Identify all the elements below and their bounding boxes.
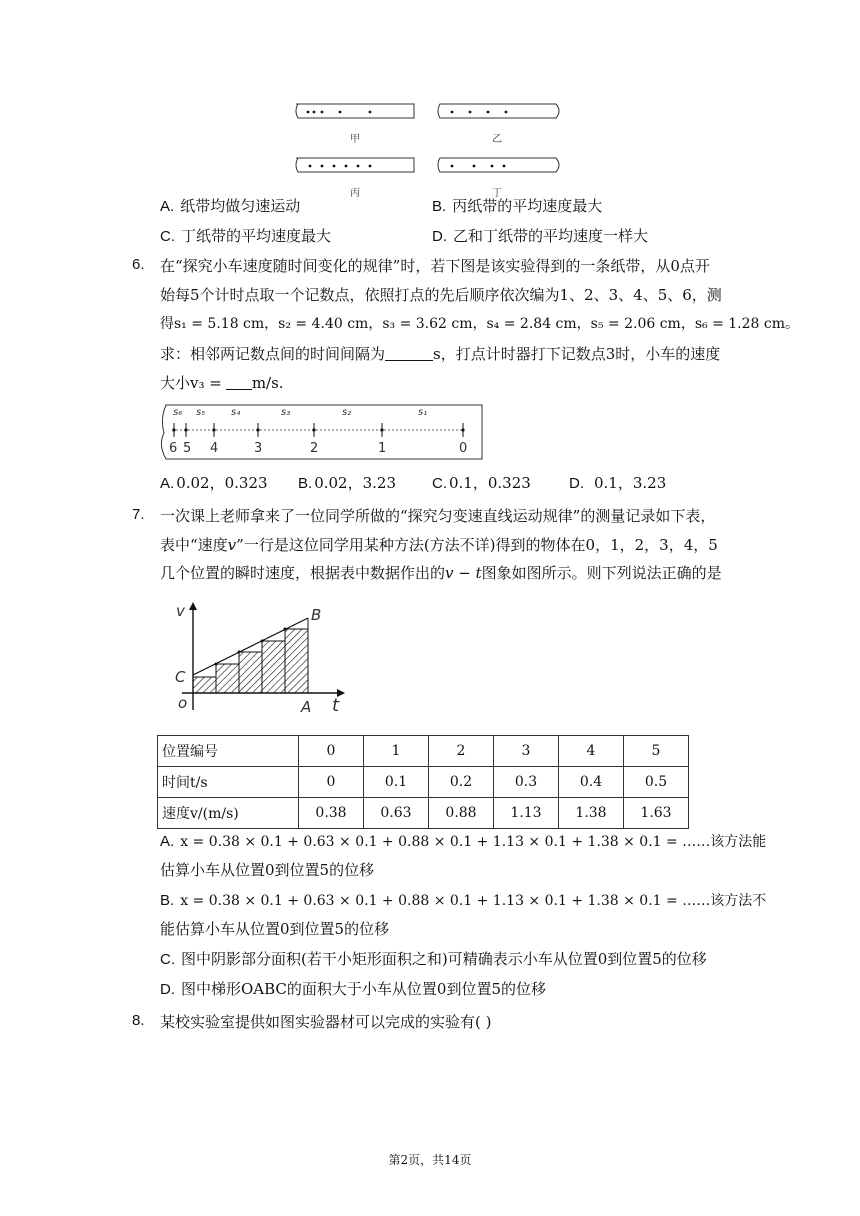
table-cell: 0 <box>299 767 364 798</box>
q6-option-a[interactable]: A. 0.02，0.323 <box>160 474 268 492</box>
table-row-header: 位置编号 <box>158 736 299 767</box>
q7-option-a-cont: 估算小车从位置0到位置5的位移 <box>160 861 375 879</box>
q6-answer-blank-1[interactable] <box>385 346 433 361</box>
tape-seg-s5: s₅ <box>196 407 206 418</box>
q7-line2: 表中“速度v”一行是这位同学用某种方法(方法不详)得到的物体在0，1，2，3，4，5 <box>160 536 718 554</box>
tape-point-2: 2 <box>310 441 319 456</box>
tape-point-0: 0 <box>459 441 468 456</box>
table-row-header: 速度v/(m/s) <box>158 798 299 829</box>
q6-option-b[interactable]: B. 0.02，3.23 <box>298 474 396 492</box>
tape-point-3: 3 <box>254 441 263 456</box>
tape-point-6: 6 <box>169 441 178 456</box>
q8-text: 某校实验室提供如图实验器材可以完成的实验有( ) <box>160 1013 492 1031</box>
q8-number: 8. <box>132 1012 145 1029</box>
q6-option-d[interactable]: D. 0.1，3.23 <box>569 474 667 492</box>
table-cell: 2 <box>429 736 494 767</box>
vt-origin-o: o <box>178 694 188 712</box>
q5-option-d[interactable]: D. 乙和丁纸带的平均速度一样大 <box>432 227 649 245</box>
q6-tape-figure <box>158 403 486 463</box>
table-cell: 0.38 <box>299 798 364 829</box>
table-cell: 0.1 <box>364 767 429 798</box>
tape-point-5: 5 <box>183 441 192 456</box>
tape-seg-s3: s₃ <box>281 407 291 418</box>
q7-line3: 几个位置的瞬时速度，根据表中数据作出的v − t图象如图所示。则下列说法正确的是 <box>160 564 722 582</box>
q6-line4: 求：相邻两记数点间的时间间隔为 s，打点计时器打下记数点3时，小车的速度 <box>160 345 721 363</box>
vt-axis-t: t <box>332 695 340 716</box>
table-cell: 0.4 <box>559 767 624 798</box>
tape-point-4: 4 <box>210 441 219 456</box>
table-cell: 0.5 <box>624 767 689 798</box>
table-row-header: 时间t/s <box>158 767 299 798</box>
q6-number: 6. <box>132 256 145 273</box>
vt-axis-v: v <box>176 602 185 620</box>
table-cell: 0.63 <box>364 798 429 829</box>
table-cell: 0 <box>299 736 364 767</box>
tape-seg-s1: s₁ <box>418 407 428 418</box>
q7-number: 7. <box>132 506 145 523</box>
table-cell: 5 <box>624 736 689 767</box>
tape-label-yi: 乙 <box>492 134 502 145</box>
q6-line5: 大小v₃ = m/s. <box>160 374 284 392</box>
q7-vt-graph <box>168 600 352 722</box>
vt-point-a: A <box>301 698 312 716</box>
table-cell: 0.88 <box>429 798 494 829</box>
table-cell: 3 <box>494 736 559 767</box>
table-cell: 4 <box>559 736 624 767</box>
table-row <box>158 798 689 829</box>
q7-line1: 一次课上老师拿来了一位同学所做的“探究匀变速直线运动规律”的测量记录如下表， <box>160 507 716 525</box>
q5-option-b[interactable]: B. 丙纸带的平均速度最大 <box>432 197 603 215</box>
q7-option-b[interactable]: B. x = 0.38 × 0.1 + 0.63 × 0.1 + 0.88 × 0.1 + 1.13 × 0.1 + 1.38 × 0.1 = ……该方法不 <box>160 892 767 909</box>
q6-line2: 始每5个计时点取一个记数点，依照打点的先后顺序依次编为1、2、3、4、5、6，测 <box>160 286 722 304</box>
table-cell: 1 <box>364 736 429 767</box>
tape-seg-s4: s₄ <box>231 407 241 418</box>
q7-option-d[interactable]: D. 图中梯形OABC的面积大于小车从位置0到位置5的位移 <box>160 980 546 998</box>
vt-graph-svg <box>168 600 352 722</box>
tape-diagram <box>294 96 564 196</box>
q7-option-a[interactable]: A. x = 0.38 × 0.1 + 0.63 × 0.1 + 0.88 × 0.1 + 1.13 × 0.1 + 1.38 × 0.1 = ……该方法能 <box>160 833 767 850</box>
q7-option-c[interactable]: C. 图中阴影部分面积(若干小矩形面积之和)可精确表示小车从位置0到位置5的位移 <box>160 950 707 968</box>
page-footer: 第2页，共14页 <box>388 1153 472 1167</box>
table-cell: 1.63 <box>624 798 689 829</box>
q7-data-table <box>157 735 689 829</box>
q6-answer-blank-2[interactable] <box>226 375 252 390</box>
q7-option-b-cont: 能估算小车从位置0到位置5的位移 <box>160 920 390 938</box>
q6-tape-svg <box>158 403 486 463</box>
q6-option-c[interactable]: C. 0.1，0.323 <box>432 474 531 492</box>
q5-option-c[interactable]: C. 丁纸带的平均速度最大 <box>160 227 332 245</box>
q5-option-a[interactable]: A. 纸带均做匀速运动 <box>160 197 301 215</box>
tape-seg-s6: s₆ <box>173 407 183 418</box>
vt-point-b: B <box>311 606 322 624</box>
tape-label-jia: 甲 <box>350 134 360 145</box>
table-cell: 1.13 <box>494 798 559 829</box>
table-row <box>158 736 689 767</box>
vt-point-c: C <box>175 668 186 686</box>
q6-line1: 在“探究小车速度随时间变化的规律”时，若下图是该实验得到的一条纸带，从0点开 <box>160 257 710 275</box>
tape-point-1: 1 <box>378 441 387 456</box>
table-cell: 0.3 <box>494 767 559 798</box>
tape-seg-s2: s₂ <box>342 407 352 418</box>
q6-line3: 得s₁ = 5.18 cm，s₂ = 4.40 cm，s₃ = 3.62 cm，s₄ = 2.84 cm，s₅ = 2.06 cm，s₆ = 1.28 cm。 <box>160 316 799 332</box>
tape-label-bing: 丙 <box>350 188 360 199</box>
table-row <box>158 767 689 798</box>
table-cell: 1.38 <box>559 798 624 829</box>
q5-tape-figures <box>294 96 564 199</box>
table-cell: 0.2 <box>429 767 494 798</box>
tape-label-ding: 丁 <box>492 188 502 199</box>
